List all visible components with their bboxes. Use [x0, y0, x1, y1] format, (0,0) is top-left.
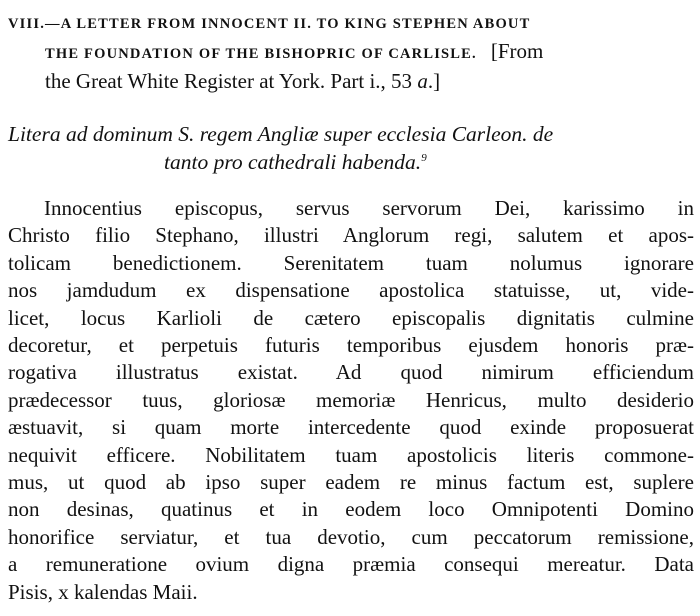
- heading-source-part-end: .]: [427, 69, 441, 93]
- body-line: Christo filio Stephano, illustri Anglorum regi, salutem et apos-: [8, 223, 694, 248]
- body-line: a remuneratione ovium digna præmia consequi mereatur. Data: [8, 552, 694, 577]
- letter-subtitle: [8, 120, 694, 176]
- document-heading: [8, 8, 694, 95]
- body-line: nequivit efficere. Nobilitatem tuam apostolicis literis commone-: [8, 442, 694, 467]
- heading-title-part-2: THE FOUNDATION OF THE BISHOPRIC OF CARLISLE.: [45, 46, 477, 62]
- body-line: nos jamdudum ex dispensatione apostolica statuisse, ut, vide-: [8, 278, 694, 303]
- body-line: æstuavit, si quam morte intercedente quod exinde proposuerat: [8, 415, 694, 440]
- body-line: tolicam benedictionem. Serenitatem tuam nolumus ignorare: [8, 250, 694, 275]
- subtitle-line-2-text: tanto pro cathedrali habenda.: [164, 150, 422, 174]
- heading-source-part-1: [From: [490, 39, 544, 63]
- body-line: Pisis, x kalendas Maii.: [8, 579, 198, 604]
- body-line: rogativa illustratus existat. Ad quod nimirum efficiendum: [8, 360, 694, 385]
- heading-title-part-1: A LETTER FROM INNOCENT II. TO KING STEPHEN ABOUT: [60, 16, 531, 32]
- body-line: licet, locus Karlioli de cætero episcopalis dignitatis culmine: [8, 305, 694, 330]
- body-line: honorifice serviatur, et tua devotio, cum peccatorum remissione,: [8, 524, 694, 549]
- heading-line-1: [8, 8, 694, 38]
- heading-number: VIII.—: [8, 16, 61, 32]
- body-line: mus, ut quod ab ipso super eadem re minus factum est, suplere: [8, 470, 694, 495]
- heading-line-3: [8, 68, 694, 95]
- subtitle-line-1: Litera ad dominum S. regem Angliæ super ecclesia Carleon. de: [8, 122, 554, 146]
- subtitle-line-2: [8, 148, 694, 176]
- heading-source-part-2: the Great White Register at York. Part i., 53: [45, 69, 413, 93]
- footnote-marker: 9: [421, 151, 427, 164]
- body-line: non desinas, quatinus et in eodem loco Omnipotenti Domino: [8, 497, 694, 522]
- body-line: prædecessor tuus, gloriosæ memoriæ Henricus, multo desiderio: [8, 387, 694, 412]
- heading-line-2: [8, 38, 694, 68]
- body-line: Innocentius episcopus, servus servorum Dei, karissimo in: [44, 196, 694, 220]
- body-line: decoretur, et perpetuis futuris temporibus ejusdem honoris præ-: [8, 333, 694, 358]
- heading-source-part-letter: a: [417, 69, 428, 93]
- letter-body: [8, 195, 694, 606]
